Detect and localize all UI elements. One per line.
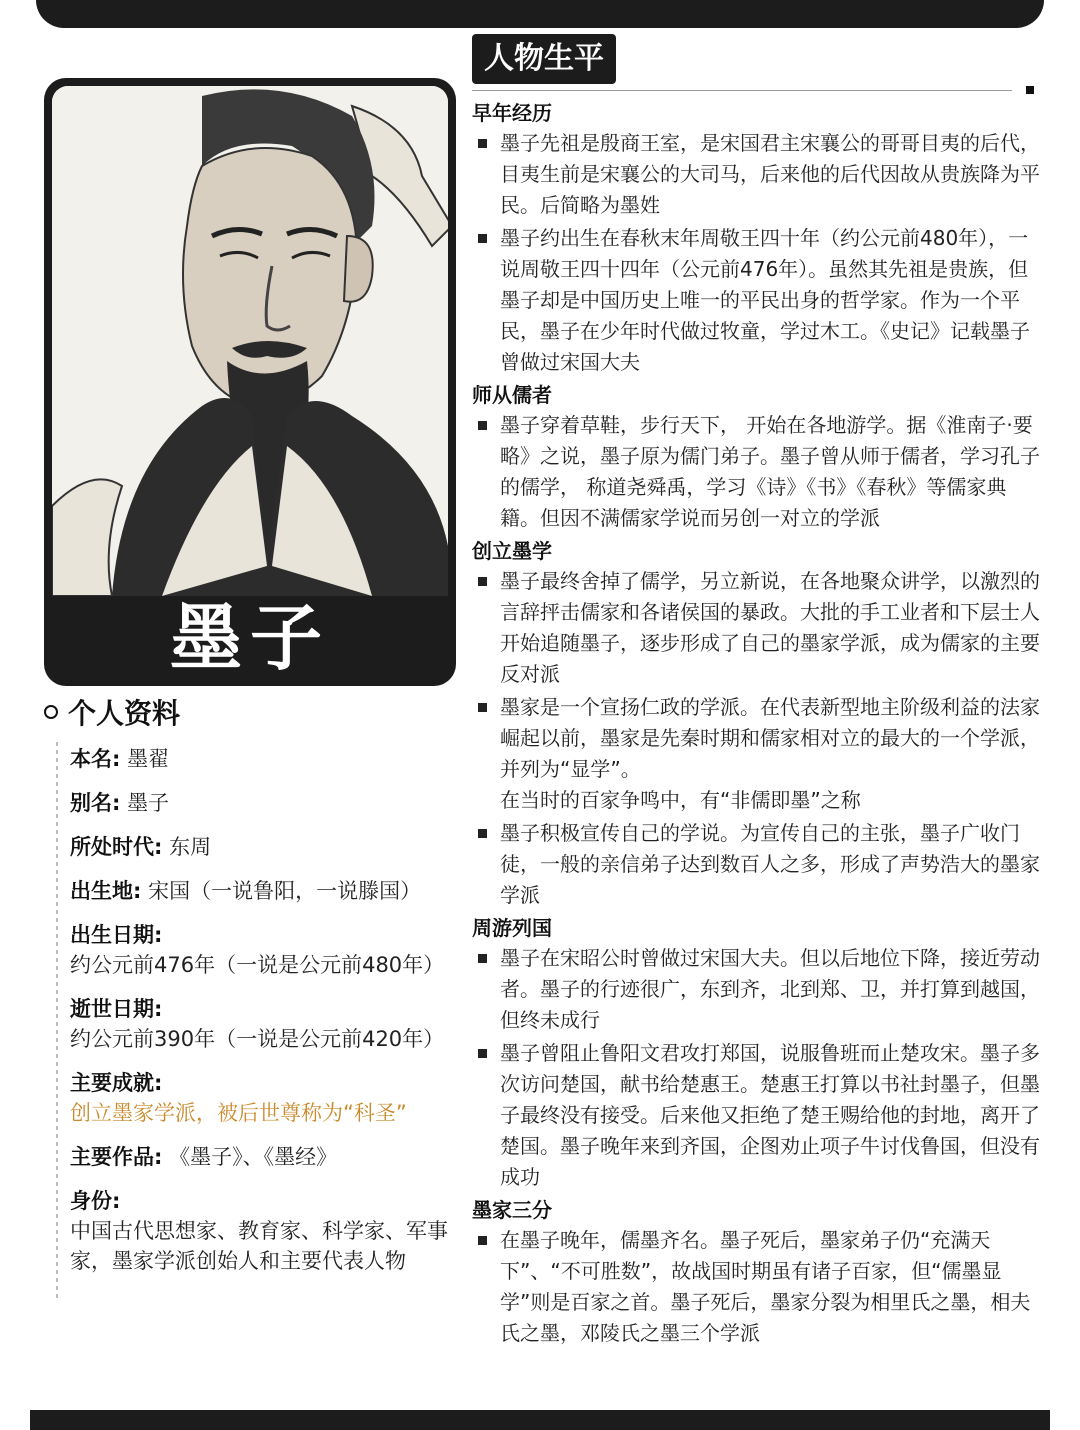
info-key: 主要作品: — [70, 1145, 163, 1169]
section-title: 师从儒者 — [472, 383, 552, 407]
info-value: 约公元前476年（一说是公元前480年） — [70, 953, 445, 977]
section-title: 早年经历 — [472, 101, 552, 125]
bio-bullet: 在墨子晚年，儒墨齐名。墨子死后，墨家弟子仍“充满天下”、“不可胜数”，故战国时期虽有诸子百家，但“儒墨显学”则是百家之首。墨子死后，墨家分裂为相里氏之墨，相夫氏之墨，邓陵氏之墨三个学派 — [472, 1225, 1040, 1349]
bio-bullet: 墨子穿着草鞋，步行天下， 开始在各地游学。据《淮南子·要略》之说，墨子原为儒门弟子。墨子曾从师于儒者，学习孔子的儒学， 称道尧舜禹，学习《诗》《书》《春秋》等儒家典籍。但因不满儒家学说而另创一对立的学派 — [472, 410, 1040, 534]
info-value: 东周 — [169, 835, 212, 859]
portrait-image — [52, 86, 448, 596]
info-value: 约公元前390年（一说是公元前420年） — [70, 1027, 445, 1051]
section-title: 墨家三分 — [472, 1198, 552, 1222]
info-item-name — [70, 744, 470, 774]
info-key: 出生日期: — [70, 923, 163, 947]
circle-bullet-icon — [44, 705, 58, 719]
info-item-era — [70, 832, 470, 862]
bio-header: 人物生平 — [472, 34, 616, 84]
info-key: 所处时代: — [70, 835, 163, 859]
info-item-birth-date — [70, 920, 470, 980]
bio-bullet: 墨子先祖是殷商王室，是宋国君主宋襄公的哥哥目夷的后代，目夷生前是宋襄公的大司马，后来他的后代因故从贵族降为平民。后简略为墨姓 — [472, 128, 1040, 221]
info-dashed-divider — [56, 742, 58, 1302]
portrait-card — [44, 78, 456, 686]
info-heading-text: 个人资料 — [68, 697, 181, 730]
section-title: 创立墨学 — [472, 539, 552, 563]
info-value: 创立墨家学派，被后世尊称为“科圣” — [70, 1101, 407, 1125]
info-key: 主要成就: — [70, 1071, 163, 1095]
bio-bullet: 墨子曾阻止鲁阳文君攻打郑国，说服鲁班而止楚攻宋。墨子多次访问楚国，献书给楚惠王。楚惠王打算以书社封墨子，但墨子最终没有接受。后来他又拒绝了楚王赐给他的封地，离开了楚国。墨子晚年来到齐国，企图劝止项子牛讨伐鲁国，但没有成功 — [472, 1038, 1040, 1193]
top-banner — [36, 0, 1044, 28]
bio-header-rule — [472, 90, 1012, 91]
section-title: 周游列国 — [472, 916, 552, 940]
info-value: 宋国（一说鲁阳，一说滕国） — [148, 879, 422, 903]
info-value: 墨翟 — [127, 747, 170, 771]
info-key: 本名: — [70, 747, 121, 771]
bio-bullet: 墨子在宋昭公时曾做过宋国大夫。但以后地位下降，接近劳动者。墨子的行迹很广，东到齐，北到郑、卫，并打算到越国，但终未成行 — [472, 943, 1040, 1036]
bio-bullet — [472, 692, 1040, 816]
square-marker-icon — [1026, 86, 1034, 94]
info-heading — [44, 692, 180, 736]
info-list — [70, 744, 470, 1290]
info-item-works — [70, 1142, 470, 1172]
info-value: 《墨子》、《墨经》 — [169, 1145, 338, 1169]
info-item-achievement — [70, 1068, 470, 1128]
bio-bullet-extra-text: 在当时的百家争鸣中，有“非儒即墨”之称 — [500, 788, 861, 812]
bio-bullet: 墨子积极宣传自己的学说。为宣传自己的主张，墨子广收门徒，一般的亲信弟子达到数百人之多，形成了声势浩大的墨家学派 — [472, 818, 1040, 911]
bio-bullet: 墨子约出生在春秋末年周敬王四十年（约公元前480年），一说周敬王四十四年（公元前476年）。虽然其先祖是贵族，但墨子却是中国历史上唯一的平民出身的哲学家。作为一个平民，墨子在少年时代做过牧童，学过木工。《史记》记载墨子曾做过宋国大夫 — [472, 223, 1040, 378]
bottom-banner — [30, 1410, 1050, 1430]
portrait-name: 墨子 — [169, 596, 330, 680]
bio-bullet: 墨子最终舍掉了儒学，另立新说，在各地聚众讲学，以激烈的言辞抨击儒家和各诸侯国的暴政。大批的手工业者和下层士人开始追随墨子，逐步形成了自己的墨家学派，成为儒家的主要反对派 — [472, 566, 1040, 690]
info-item-birthplace — [70, 876, 470, 906]
info-key: 身份: — [70, 1189, 121, 1213]
info-key: 出生地: — [70, 879, 142, 903]
info-item-death-date — [70, 994, 470, 1054]
bio-content — [472, 96, 1040, 1351]
info-key: 别名: — [70, 791, 121, 815]
info-key: 逝世日期: — [70, 997, 163, 1021]
mozi-portrait-illustration — [52, 86, 448, 596]
info-item-identity — [70, 1186, 470, 1276]
bio-bullet-text: 墨家是一个宣扬仁政的学派。在代表新型地主阶级利益的法家崛起以前，墨家是先秦时期和儒家相对立的最大的一个学派，并列为“显学”。 — [500, 695, 1040, 781]
info-value: 墨子 — [127, 791, 170, 815]
info-value: 中国古代思想家、教育家、科学家、军事家，墨家学派创始人和主要代表人物 — [70, 1219, 448, 1273]
info-item-alias — [70, 788, 470, 818]
